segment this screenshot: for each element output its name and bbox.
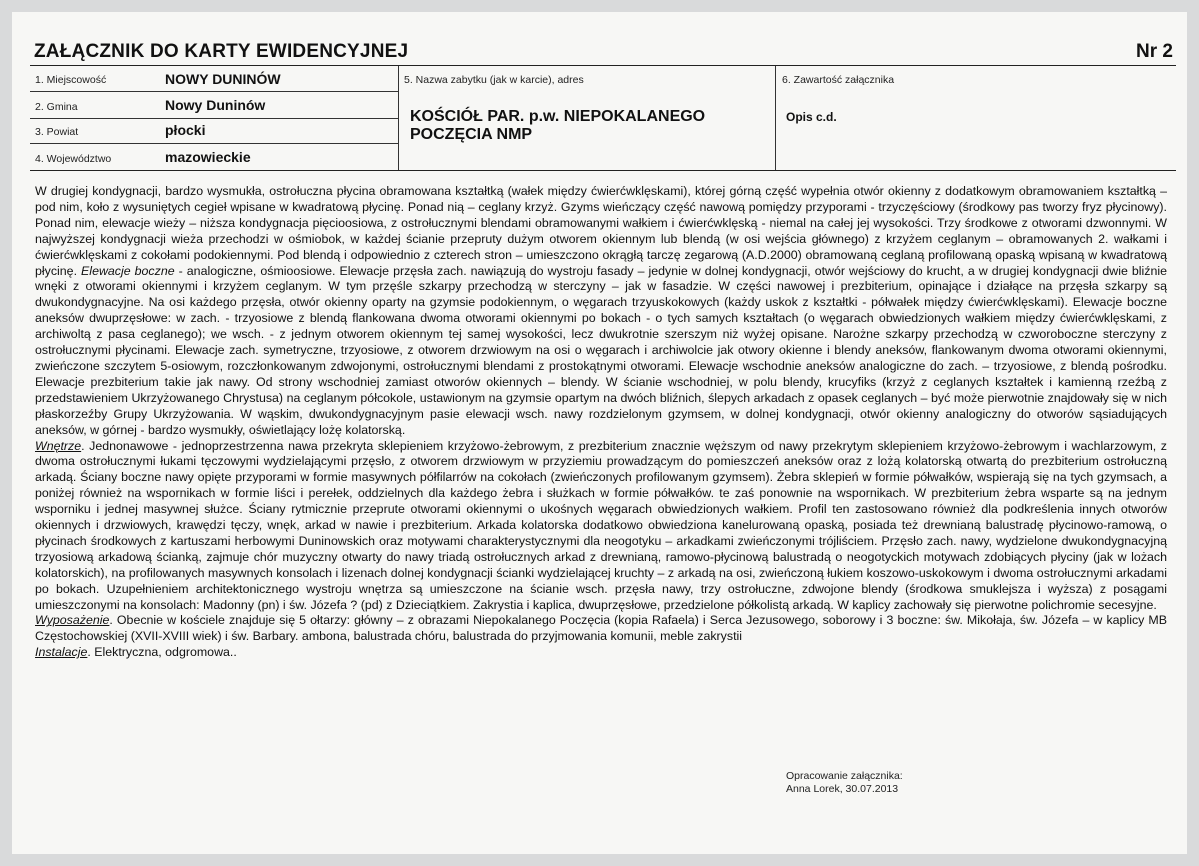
district-label: 3. Powiat xyxy=(35,126,79,138)
prepared-by-label: Opracowanie załącznika: xyxy=(786,770,903,782)
info-table xyxy=(30,65,1176,171)
attachment-number: Nr 2 xyxy=(1136,41,1173,62)
province-value: mazowieckie xyxy=(165,149,251,165)
description-body xyxy=(35,184,1167,661)
installations-paragraph: Instalacje. Elektryczna, odgromowa.. xyxy=(35,645,237,660)
document-title: ZAŁĄCZNIK DO KARTY EWIDENCYJNEJ xyxy=(34,41,409,62)
furnishing-paragraph: Wyposażenie. Obecnie w kościele znajduje się 5 ołtarzy: główny – z obrazami Niepokalanego Poczęcia (kopia Rafaela) i Serca Jezusowego, soborowy i 3 boczne: św. Mikołaja, św. Józefa – w kaplicy MB Częstochowskiej (XVII-XVIII wiek) i św. Barbary. ambona, balustrada chóru, balustrada do przyjmowania komunii, meble zakrystii xyxy=(35,613,1167,644)
monument-label: 5. Nazwa zabytku (jak w karcie), adres xyxy=(404,74,584,86)
commune-label: 2. Gmina xyxy=(35,101,78,113)
interior-heading: Wnętrze xyxy=(35,438,82,453)
table-divider xyxy=(398,66,399,170)
installations-heading: Instalacje xyxy=(35,645,88,660)
table-divider xyxy=(775,66,776,170)
contents-label: 6. Zawartość załącznika xyxy=(782,74,895,86)
locality-value: NOWY DUNINÓW xyxy=(165,71,281,87)
exterior-paragraph: W drugiej kondygnacji, bardzo wysmukła, ostrołuczna płycina obramowana kształtką (wałek między ćwierćwklęskami), której górną część wypełnia otwór okienny z dodatkowym obramowaniem kształtką – pod nim, koło z wysuniętych cegieł wpisane w kwadratową płycinę. Ponad nią – ceglany krzyż. Gzyms wieńczący część nawową pomiędzy przyporami - trzyczęściowy (środkowy pas tworzy fryz płycinowy). Ponad nim, elewacje wieży – niższa kondygnacja pięcioosiowa, z ostrołucznymi blendami obramowanymi wałkiem i ćwierćwklęską - niemal na całej jej wysokości. Trzy środkowe z otworami dzwonnymi. W najwyższej kondygnacji wieża przechodzi w ośmiobok, w każdej ścianie przepruty dużym otworem okiennym lub blendą (w osi wejścia głównego) z krzyżem ceglanym – obramowanych 2. wałkami i ćwierćwklęskami z cokołami podokiennymi. Pod blendą i odpowiednio z czterech stron – umieszczono okrągłą tarczę zegarową (A.D.2000) obramowaną ceglaną profilowaną opaską wpisaną w kwadratową płycinę. Elewacje boczne - analogiczne, ośmioosiowe. Elewacje przęsła zach. nawiązują do wystroju fasady – jedynie w dolnej kondygnacji, otwór wejściowy do krucht, a w drugiej kondygnacji dwie bliźnie wnęki z otworami okiennymi i krzyżem ceglanym. W tym przęśle szkarpy przechodzą w sterczyny – jak w fasadzie. W części nawowej i prezbiterium, opinające i działące na przęsła szkarpy są dwukondygnacyjne. Na osi każdego przęsła, otwór okienny oparty na gzymsie podokiennym, o węgarach trzyuskokowych (każdy uskok z kształtki - półwałek między ćwierćwklęskami). Elewacje boczne aneksów dwuprzęsłowe: w zach. - trzyosiowe z blendą flankowana dwoma otworami okiennymi po bokach - o tych samych kształtach (o węgarach obwiedzionych wałkiem między ćwierćwklęskami, z archiwoltą z pasa ceglanego); we wsch. - z jednym otworem okiennym tej samej wysokości, lecz dwukrotnie szerszym niż wyżej opisane. Narożne szkarpy przechodzą w czworoboczne sterczyny z ostrołucznymi płycinami. Elewacje zach. symetryczne, trzyosiowe, z otworem drzwiowym na osi o węgarach i archiwolcie jak otwory okienne i blendy aneksów, flankowanym dwoma otworami okiennymi, zwieńczone szczytem 5-osiowym, rozczłonkowanym zdwojonymi, ostrołucznymi blendami z prostokątnymi otworami. Elewacje wschodnie aneksów analogiczne do zach. – trzyosiowe, z blendą pośrodku. Elewacje prezbiterium takie jak nawy. Od strony wschodniej zamiast otworów okiennych – blendy. W ścianie wschodniej, w polu blendy, krucyfiks (krzyż z ceglanych kształtek i kamienną rzeźbą z przedstawieniem Ukrzyżowanego Chrystusa) na ceglanym półcokole, ustawionym na gzymsie opartym na dwóch bliźnich, ślepych arkadach z opasek ceglanych – być może pierwotnie znajdowały się w nich płaskorzeźby Grupy Ukrzyżowania. W wąskim, dwukondygnacyjnym pasie elewacji wsch. nawy rozdzielonym gzymsem, w dolnej kondygnacji, otwór okienny analogiczny do otworów sąsiadujących aneksów, w górnej - bardzo wysmukły, oświetlający lożę kolatorską. xyxy=(35,184,1168,437)
contents-value: Opis c.d. xyxy=(786,110,837,124)
monument-name: KOŚCIÓŁ PAR. p.w. NIEPOKALANEGO POCZĘCIA NMP xyxy=(410,108,706,143)
row-divider xyxy=(30,143,398,144)
district-value: płocki xyxy=(165,122,206,138)
prepared-by xyxy=(786,770,903,796)
commune-value: Nowy Duninów xyxy=(165,97,266,113)
province-label: 4. Województwo xyxy=(35,153,112,165)
row-divider xyxy=(30,118,398,119)
interior-paragraph: Wnętrze. Jednonawowe - jednoprzestrzenna nawa przekryta sklepieniem krzyżowo-żebrowym, z prezbiterium znacznie węższym od nawy przekrytym sklepieniem krzyżowo-żebrowym i wachlarzowym, z dwoma ostrołucznymi łukami tęczowymi wydzielającymi przęsło, z otworem drzwiowym w przyziemiu prowadzącym do pomieszczeń aneksów oraz z lożą kolatorską otwartą do prezbiterium ostrołuczną arkadą. Ściany boczne nawy opięte przyporami w formie masywnych półfilarrów na cokołach (zwieńczonych profilowanym gzymsem). Żebra sklepień w formie półwałków, wspierają się na tych gzymsach, a poniżej również na wspornikach w formie liści i perełek, oddzielnych dla każdego żebra i służkach w formie półwałków. te zaś ponownie na wspornikach. W prezbiterium żebra wsparte są na jednym wsporniku i jednej masywnej służce. Ściany rytmicznie przeprute otworami okiennymi o ukośnych węgarach obwiedzionych wałkiem. Profil ten zastosowano również dla podkreślenia innych otworów okiennych i drzwiowych, krawędzi tęczy, wnęk, arkad w nawie i prezbiterium. Arkada kolatorska dodatkowo obwiedziona kanelurowaną opaską, posiada też drewnianą balustradę płycinowo-ramową, o płycinach środkowych z kartuszami herbowymi Duninowskich oraz motywami charakterystycznymi dla neogotyku – arkadkami zwieńczonymi trójliściem. Przęsło zach. nawy, wydzielone dwukondygnacyjną trzyosiową arkadową ścianką, zajmuje chór muzyczny otwarty do nawy triadą ostrołucznych arkad z drewnianą, ramowo-płycinową balustradą o neogotyckich motywach zdobiących płyciny (jak w lożach kolatorskich), na profilowanych masywnych konsolach i lizenach dolnej kondygnacji ścianki wydzielającej kruchty – z arkadą na osi, zwieńczoną łukiem koszowo-uskokowym i dwoma ostrołucznymi arkadami po bokach. Uzupełnieniem architektonicznego wystroju wnętrza są umieszczone na ścianie wsch. przęsła nawy, trzy ostrołuczne, zdwojone blendy (środkowa smuklejsza i wyższa) z posągami umieszczonymi na konsolach: Madonny (pn) i św. Józefa ? (pd) z Dzieciątkiem. Zakrystia i kaplica, dwuprzęsłowe, przedzielone półkolistą arkadą. W kaplicy zachowały się pierwotne polichromie secesyjne. xyxy=(35,438,1167,612)
prepared-by-author: Anna Lorek, 30.07.2013 xyxy=(786,783,899,795)
furnishing-heading: Wyposażenie xyxy=(35,613,110,628)
row-divider xyxy=(30,91,398,92)
side-elevations-heading: Elewacje boczne xyxy=(81,263,175,278)
locality-label: 1. Miejscowość xyxy=(35,74,107,86)
